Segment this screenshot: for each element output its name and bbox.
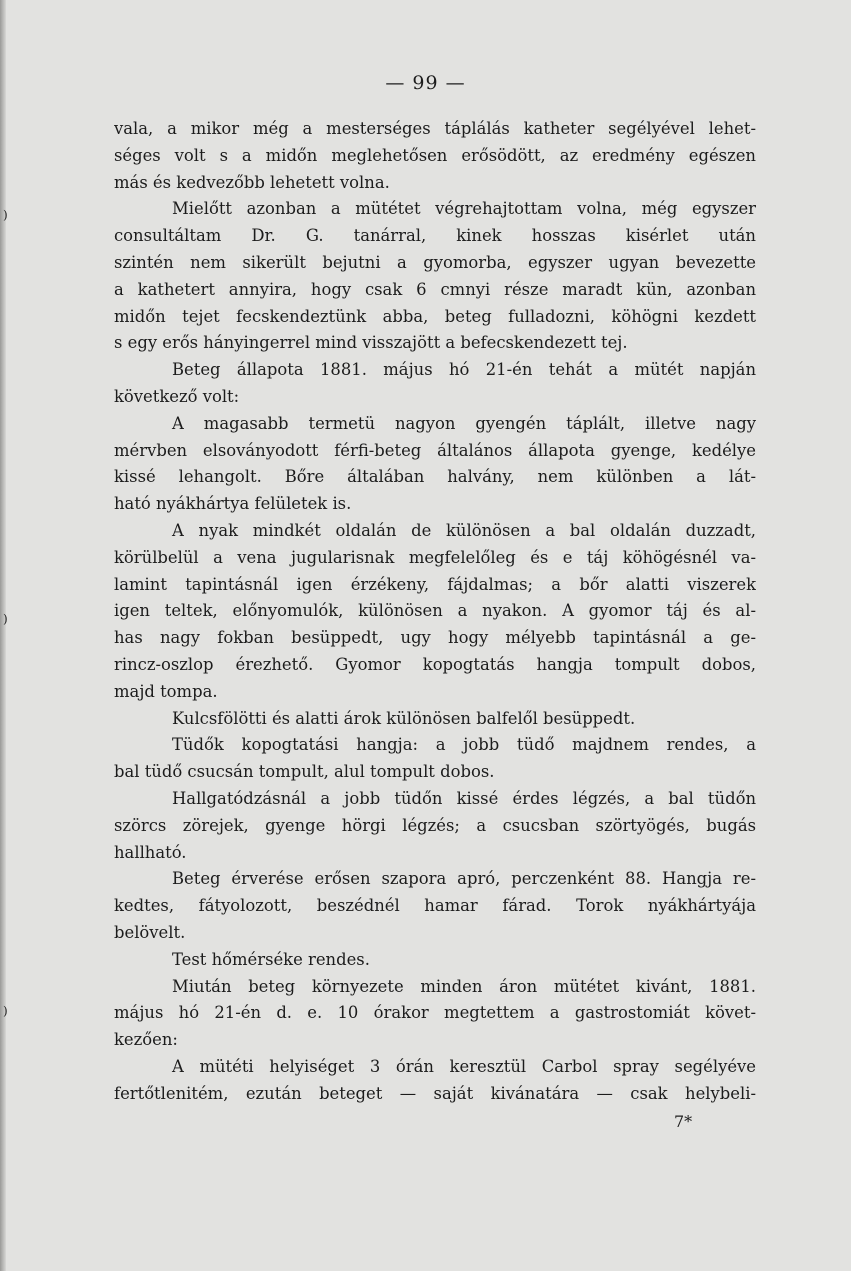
- page-edge: [0, 0, 6, 1271]
- text-line: Kulcsfölötti és alatti árok különösen balfelől besüppedt.: [172, 708, 636, 728]
- text-line: Miután beteg környezete minden áron mütétet kivánt, 1881.: [172, 976, 756, 996]
- text-line: belövelt.: [114, 922, 186, 942]
- text-line: hallható.: [114, 842, 187, 862]
- text-line: séges volt s a midőn meglehetősen erősödött, az eredmény egészen: [114, 145, 756, 165]
- text-line: kezően:: [114, 1030, 178, 1050]
- margin-mark: ): [3, 1004, 8, 1018]
- text-line: Beteg állapota 1881. május hó 21-én tehát a mütét napján: [172, 360, 756, 380]
- text-line: consultáltam Dr. G. tanárral, kinek hosszas kisérlet után: [114, 226, 756, 246]
- margin-mark: ): [3, 208, 8, 222]
- text-line: rincz-oszlop érezhető. Gyomor kopogtatás hangja tompult dobos,: [114, 654, 756, 674]
- text-line: Mielőtt azonban a mütétet végrehajtottam volna, még egyszer: [172, 199, 756, 219]
- text-line: has nagy fokban besüppedt, ugy hogy mélyebb tapintásnál a ge-: [114, 628, 756, 648]
- text-line: mérvben elsoványodott férfi-beteg általános állapota gyenge, kedélye: [114, 440, 756, 460]
- text-line: más és kedvezőbb lehetett volna.: [114, 172, 390, 192]
- text-line: Test hőmérséke rendes.: [172, 949, 370, 969]
- text-line: midőn tejet fecskendeztünk abba, beteg fulladozni, köhögni kezdett: [114, 306, 756, 326]
- text-line: igen teltek, előnyomulók, különösen a nyakon. A gyomor táj és al-: [114, 601, 756, 621]
- text-line: lamint tapintásnál igen érzékeny, fájdalmas; a bőr alatti viszerek: [114, 574, 756, 594]
- text-line: fertőtlenitém, ezután beteget — saját kivánatára — csak helybeli-: [114, 1083, 756, 1103]
- margin-mark: ): [3, 612, 8, 626]
- text-line: következő volt:: [114, 386, 240, 406]
- text-line: A magasabb termetü nagyon gyengén táplált, illetve nagy: [172, 413, 756, 433]
- text-line: Hallgatódzásnál a jobb tüdőn kissé érdes légzés, a bal tüdőn: [172, 788, 756, 808]
- text-line: szintén nem sikerült bejutni a gyomorba, egyszer ugyan bevezette: [114, 252, 756, 272]
- text-line: majd tompa.: [114, 681, 218, 701]
- text-line: vala, a mikor még a mesterséges táplálás katheter segélyével lehet-: [114, 119, 756, 138]
- text-line: kissé lehangolt. Bőre általában halvány, nem különben a lát-: [114, 467, 756, 487]
- page-number: — 99 —: [385, 72, 466, 94]
- text-line: május hó 21-én d. e. 10 órakor megtettem a gastrostomiát követ-: [114, 1003, 756, 1023]
- text-line: körülbelül a vena jugularisnak megfelelőleg és e táj köhögésnél va-: [114, 547, 756, 567]
- text-line: bal tüdő csucsán tompult, alul tompult dobos.: [114, 762, 495, 782]
- text-line: kedtes, fátyolozott, beszédnél hamar fárad. Torok nyákhártyája: [114, 896, 756, 916]
- text-line: Tüdők kopogtatási hangja: a jobb tüdő majdnem rendes, a: [172, 735, 756, 755]
- text-line: ható nyákhártya felületek is.: [114, 494, 352, 514]
- text-line: A nyak mindkét oldalán de különösen a bal oldalán duzzadt,: [172, 520, 756, 540]
- text-line: a kathetert annyira, hogy csak 6 cmnyi része maradt kün, azonban: [114, 279, 756, 299]
- text-line: A mütéti helyiséget 3 órán keresztül Carbol spray segélyéve: [172, 1056, 756, 1076]
- body-text: [114, 116, 756, 1107]
- text-line: szörcs zörejek, gyenge hörgi légzés; a csucsban szörtyögés, bugás: [114, 815, 756, 835]
- text-line: s egy erős hányingerrel mind visszajött a befecskendezett tej.: [114, 333, 628, 353]
- text-line: Beteg érverése erősen szapora apró, perczenként 88. Hangja re-: [172, 869, 756, 889]
- signature-mark: 7*: [674, 1112, 693, 1131]
